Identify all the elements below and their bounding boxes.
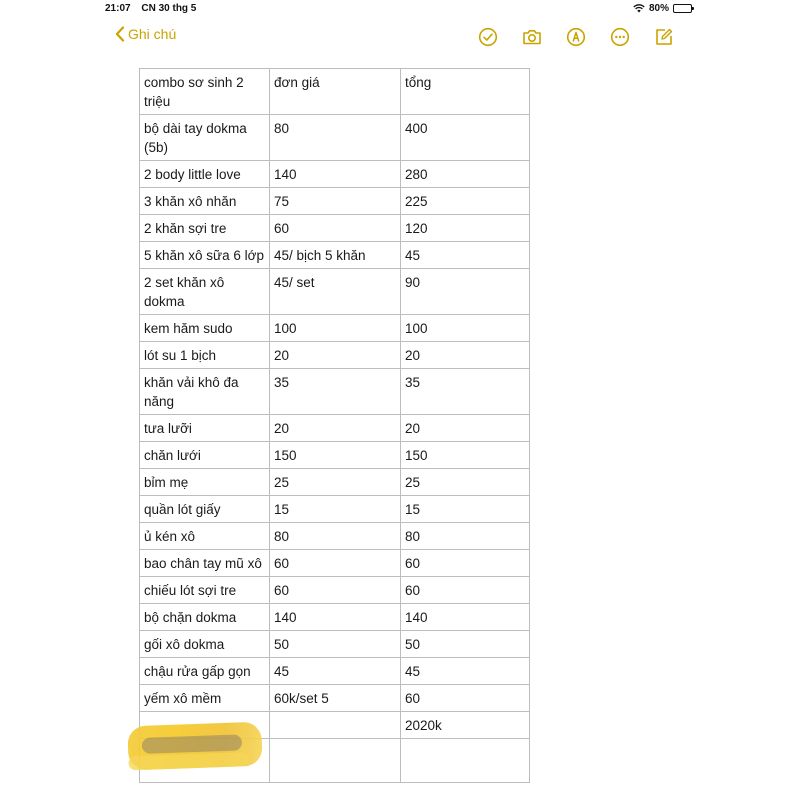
item-name-cell[interactable]: 5 khăn xô sữa 6 lớp: [140, 242, 270, 269]
total-cell[interactable]: 140: [401, 604, 530, 631]
battery-icon: [673, 4, 692, 13]
unit-price-cell[interactable]: 140: [270, 604, 401, 631]
total-cell[interactable]: 60: [401, 685, 530, 712]
total-cell[interactable]: 25: [401, 469, 530, 496]
unit-price-cell[interactable]: 35: [270, 369, 401, 415]
unit-price-cell[interactable]: 60k/set 5: [270, 685, 401, 712]
table-row: [140, 577, 530, 604]
table-row: [140, 496, 530, 523]
unit-price-cell[interactable]: 20: [270, 342, 401, 369]
empty-cell[interactable]: [270, 739, 401, 783]
unit-price-cell[interactable]: đơn giá: [270, 69, 401, 115]
unit-price-cell[interactable]: 45/ bịch 5 khăn: [270, 242, 401, 269]
chevron-left-icon: [115, 26, 125, 42]
back-button[interactable]: [115, 26, 176, 42]
item-name-cell[interactable]: combo sơ sinh 2 triệu: [140, 69, 270, 115]
total-cell[interactable]: 80: [401, 523, 530, 550]
toolbar: [466, 25, 686, 49]
table-row: [140, 442, 530, 469]
item-name-cell[interactable]: gối xô dokma: [140, 631, 270, 658]
table-row: [140, 415, 530, 442]
item-name-cell[interactable]: 2 body little love: [140, 161, 270, 188]
item-name-cell[interactable]: yếm xô mềm: [140, 685, 270, 712]
table-row: [140, 469, 530, 496]
status-bar: [0, 0, 800, 16]
table-row: [140, 342, 530, 369]
note-table[interactable]: [139, 68, 530, 783]
total-cell[interactable]: 280: [401, 161, 530, 188]
item-name-cell[interactable]: 2 set khăn xô dokma: [140, 269, 270, 315]
item-name-cell[interactable]: chậu rửa gấp gọn: [140, 658, 270, 685]
compose-button[interactable]: [642, 25, 686, 49]
item-name-cell[interactable]: 2 khăn sợi tre: [140, 215, 270, 242]
unit-price-cell[interactable]: 140: [270, 161, 401, 188]
unit-price-cell[interactable]: 60: [270, 215, 401, 242]
unit-price-cell[interactable]: 150: [270, 442, 401, 469]
unit-price-cell[interactable]: 60: [270, 577, 401, 604]
unit-price-cell[interactable]: 15: [270, 496, 401, 523]
empty-cell[interactable]: [401, 739, 530, 783]
empty-cell[interactable]: [270, 712, 401, 739]
total-cell[interactable]: tổng: [401, 69, 530, 115]
total-cell[interactable]: 20: [401, 342, 530, 369]
markup-pen-icon: [566, 27, 586, 47]
unit-price-cell[interactable]: 75: [270, 188, 401, 215]
item-name-cell[interactable]: 3 khăn xô nhăn: [140, 188, 270, 215]
total-cell[interactable]: 45: [401, 242, 530, 269]
battery-percent: 80%: [648, 3, 669, 14]
table-row: [140, 188, 530, 215]
item-name-cell[interactable]: ủ kén xô: [140, 523, 270, 550]
unit-price-cell[interactable]: 80: [270, 523, 401, 550]
total-cell[interactable]: 35: [401, 369, 530, 415]
total-cell[interactable]: 150: [401, 442, 530, 469]
total-cell[interactable]: 90: [401, 269, 530, 315]
total-cell[interactable]: 60: [401, 550, 530, 577]
table-row: [140, 242, 530, 269]
total-cell[interactable]: 225: [401, 188, 530, 215]
item-name-cell[interactable]: lót su 1 bịch: [140, 342, 270, 369]
unit-price-cell[interactable]: 50: [270, 631, 401, 658]
table-row: [140, 523, 530, 550]
sum-total-cell[interactable]: 2020k: [401, 712, 530, 739]
unit-price-cell[interactable]: 20: [270, 415, 401, 442]
table-row: [140, 604, 530, 631]
total-cell[interactable]: 120: [401, 215, 530, 242]
total-cell[interactable]: 400: [401, 115, 530, 161]
nav-bar: [0, 22, 800, 52]
checkmark-circle-icon: [478, 27, 498, 47]
item-name-cell[interactable]: tưa lưỡi: [140, 415, 270, 442]
total-cell[interactable]: 45: [401, 658, 530, 685]
item-name-cell[interactable]: bao chân tay mũ xô: [140, 550, 270, 577]
unit-price-cell[interactable]: 100: [270, 315, 401, 342]
table-row: [140, 658, 530, 685]
wifi-icon: [633, 4, 645, 13]
checklist-button[interactable]: [466, 25, 510, 49]
unit-price-cell[interactable]: 45/ set: [270, 269, 401, 315]
total-cell[interactable]: 60: [401, 577, 530, 604]
item-name-cell[interactable]: khăn vải khô đa năng: [140, 369, 270, 415]
total-cell[interactable]: 50: [401, 631, 530, 658]
camera-icon: [522, 27, 542, 47]
table-row: [140, 369, 530, 415]
table-header-row: [140, 69, 530, 115]
unit-price-cell[interactable]: 25: [270, 469, 401, 496]
table-row: [140, 315, 530, 342]
unit-price-cell[interactable]: 60: [270, 550, 401, 577]
markup-button[interactable]: [554, 25, 598, 49]
table-row: [140, 269, 530, 315]
item-name-cell[interactable]: kem hăm sudo: [140, 315, 270, 342]
table-row: [140, 115, 530, 161]
back-label: Ghi chú: [128, 26, 177, 42]
item-name-cell[interactable]: bộ chặn dokma: [140, 604, 270, 631]
more-ellipsis-icon: [610, 27, 630, 47]
redaction-highlight: [127, 722, 262, 771]
item-name-cell[interactable]: quần lót giấy: [140, 496, 270, 523]
compose-icon: [654, 27, 674, 47]
table-row: [140, 631, 530, 658]
unit-price-cell[interactable]: 45: [270, 658, 401, 685]
total-cell[interactable]: 20: [401, 415, 530, 442]
item-name-cell[interactable]: bộ dài tay dokma (5b): [140, 115, 270, 161]
unit-price-cell[interactable]: 80: [270, 115, 401, 161]
total-cell[interactable]: 100: [401, 315, 530, 342]
status-date: CN 30 thg 5: [141, 3, 197, 14]
status-time: 21:07: [105, 3, 131, 14]
table-row: [140, 161, 530, 188]
camera-button[interactable]: [510, 25, 554, 49]
total-cell[interactable]: 15: [401, 496, 530, 523]
more-button[interactable]: [598, 25, 642, 49]
table-row: [140, 550, 530, 577]
item-name-cell[interactable]: chiếu lót sợi tre: [140, 577, 270, 604]
item-name-cell[interactable]: chăn lưới: [140, 442, 270, 469]
item-name-cell[interactable]: bỉm mẹ: [140, 469, 270, 496]
table-row: [140, 215, 530, 242]
table-row: [140, 685, 530, 712]
